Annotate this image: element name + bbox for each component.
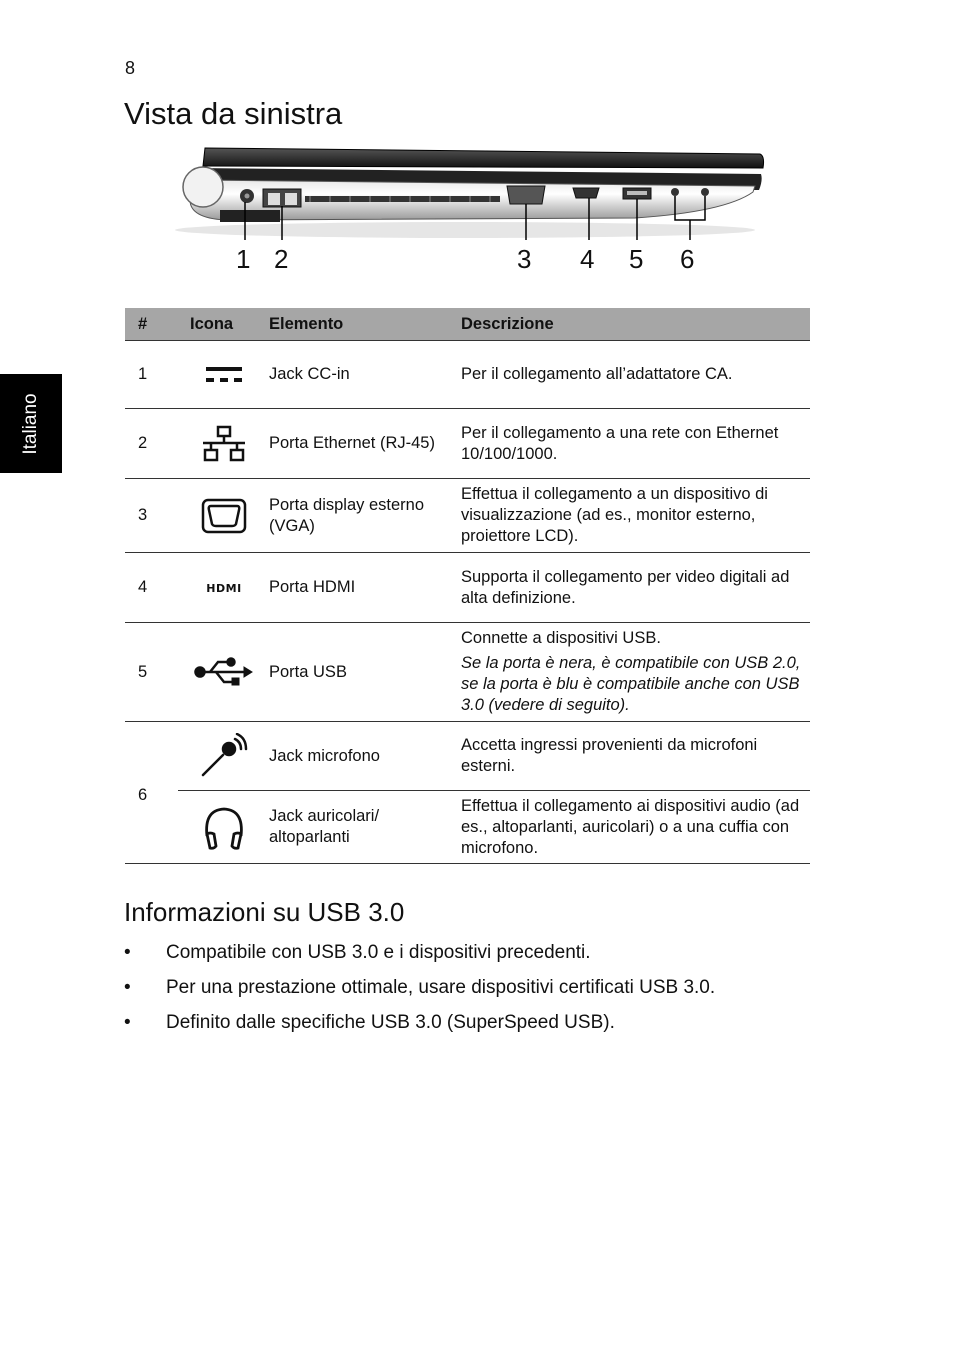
row-description: Effettua il collegamento ai dispositivi audio (ad es., altoparlanti, auricolari) o a una cuffia con microfono. (461, 791, 810, 864)
table-row (125, 553, 810, 623)
row-description: Effettua il collegamento a un dispositivo di visualizzazione (ad es., monitor esterno, proiettore LCD). (461, 479, 810, 553)
table-row (125, 341, 810, 409)
row-number: 3 (125, 479, 178, 553)
row-number: 6 (125, 722, 178, 864)
usb-section-title: Informazioni su USB 3.0 (124, 897, 405, 927)
callout-3: 3 (517, 244, 532, 274)
ports-table (125, 308, 810, 864)
headphones-icon (202, 804, 246, 850)
language-tab-label: Italiano (20, 393, 41, 455)
hdmi-logo-text: HDMI (205, 581, 242, 595)
row-description: Per il collegamento a una rete con Ethernet 10/100/1000. (461, 409, 810, 479)
callout-6: 6 (680, 244, 695, 274)
dc-in-icon (205, 364, 243, 386)
row-element: Jack CC-in (269, 341, 461, 409)
table-row (125, 409, 810, 479)
row-description: Accetta ingressi provenienti da microfoni esterni. (461, 722, 810, 791)
callout-2: 2 (274, 244, 289, 274)
page-title: Vista da sinistra (124, 96, 343, 131)
table-row (125, 623, 810, 722)
list-item: • Definito dalle specifiche USB 3.0 (SuperSpeed USB). (124, 1011, 715, 1046)
header-description: Descrizione (461, 308, 810, 341)
row-element: Porta USB (269, 623, 461, 722)
row-number: 1 (125, 341, 178, 409)
laptop-left-side-illustration (165, 140, 775, 245)
row-description: Connette a dispositivi USB. (461, 629, 661, 647)
row-element: Porta display esterno (VGA) (269, 479, 461, 553)
language-tab (0, 374, 62, 473)
table-row (125, 722, 810, 791)
usb-bullet-list (124, 941, 715, 1046)
row-number: 2 (125, 409, 178, 479)
row-note: Se la porta è nera, è compatibile con USB 2.0, se la porta è blu è compatibile anche con USB 3.0 (vedere di seguito). (461, 654, 801, 714)
row-element: Porta Ethernet (RJ-45) (269, 409, 461, 479)
microphone-icon (199, 733, 249, 779)
ethernet-icon (201, 425, 247, 463)
header-icon: Icona (178, 308, 269, 341)
row-number: 4 (125, 553, 178, 623)
row-element: Jack auricolari/ altoparlanti (269, 791, 461, 864)
hdmi-icon (199, 581, 249, 595)
row-description: Per il collegamento all’adattatore CA. (461, 341, 810, 409)
header-number: # (125, 308, 178, 341)
table-row (125, 479, 810, 553)
list-item: • Per una prestazione ottimale, usare dispositivi certificati USB 3.0. (124, 976, 715, 1011)
row-number: 5 (125, 623, 178, 722)
list-item: • Compatibile con USB 3.0 e i dispositivi precedenti. (124, 941, 715, 976)
page-number: 8 (125, 58, 136, 78)
callout-5: 5 (629, 244, 644, 274)
callout-1: 1 (236, 244, 251, 274)
vga-icon (201, 498, 247, 534)
row-element: Porta HDMI (269, 553, 461, 623)
table-row (125, 791, 810, 864)
row-description: Supporta il collegamento per video digitali ad alta definizione. (461, 553, 810, 623)
usb-icon (194, 657, 254, 687)
header-element: Elemento (269, 308, 461, 341)
callout-4: 4 (580, 244, 595, 274)
row-element: Jack microfono (269, 722, 461, 791)
table-header (125, 308, 810, 341)
